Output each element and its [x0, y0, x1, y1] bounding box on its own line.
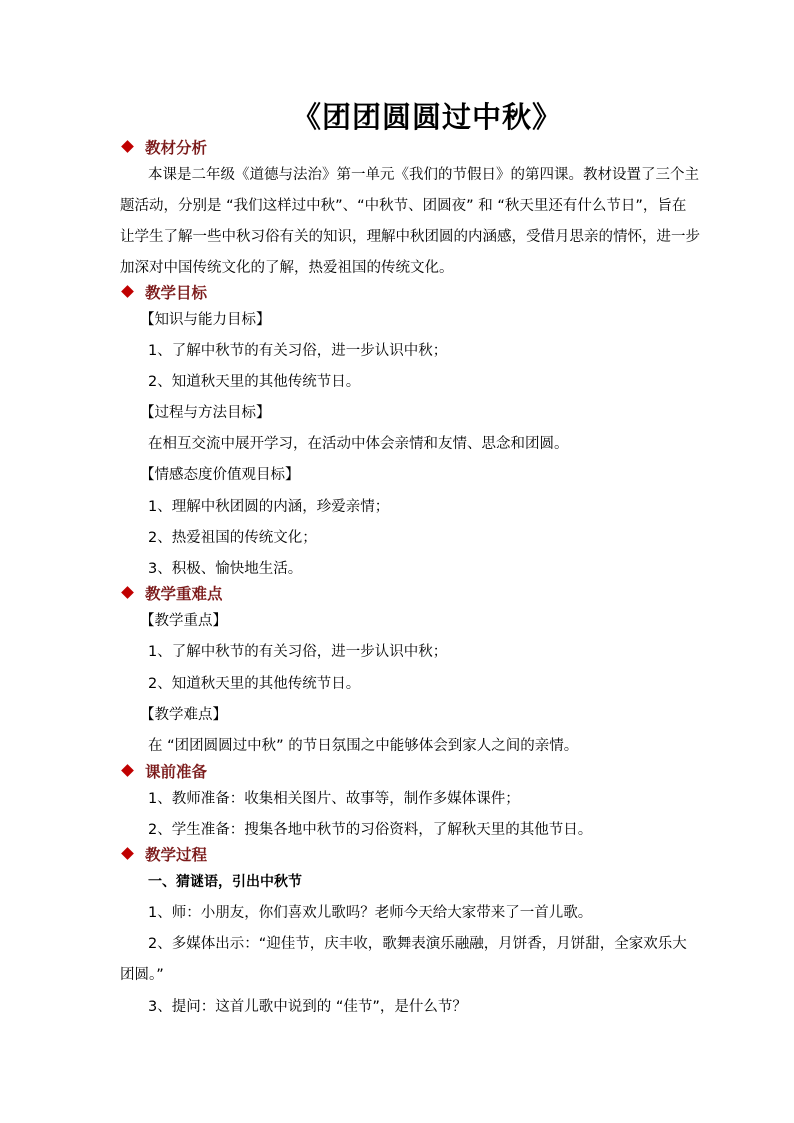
analysis-line-2: 题活动，分别是 “我们这样过中秋”、“中秋节、团圆夜” 和 “秋天里还有什么节日”，旨在: [120, 198, 687, 214]
analysis-line-4: 加深对中国传统文化的了解，热爱祖国的传统文化。: [120, 260, 454, 276]
process-step-2a: 2、多媒体出示：“迎佳节，庆丰收，歌舞表演乐融融，月饼香，月饼甜，全家欢乐大: [148, 936, 687, 952]
diamond-bullet-icon: [121, 847, 134, 860]
page-title: 《团团圆圆过中秋》: [291, 100, 562, 134]
section-heading-preparation: [120, 761, 207, 783]
diamond-bullet-icon: [121, 586, 134, 599]
section-heading-label: 教材分析: [145, 138, 208, 157]
section-heading-label: 教学目标: [145, 283, 208, 302]
key-label: 【教学重点】: [140, 613, 227, 629]
process-label: 【过程与方法目标】: [140, 405, 271, 421]
emotion-item-1: 1、理解中秋团圆的内涵，珍爱亲情；: [148, 499, 390, 515]
knowledge-item-2: 2、知道秋天里的其他传统节日。: [148, 374, 361, 390]
analysis-line-1: 本课是二年级《道德与法治》第一单元《我们的节假日》的第四课。教材设置了三个主: [148, 167, 699, 183]
process-step-2b: 团圆。”: [120, 967, 164, 983]
diamond-bullet-icon: [121, 285, 134, 298]
process-item-1: 在相互交流中展开学习，在活动中体会亲情和友情、思念和团圆。: [148, 436, 569, 452]
key-item-1: 1、了解中秋节的有关习俗，进一步认识中秋；: [148, 644, 448, 660]
preparation-teacher: 1、教师准备：收集相关图片、故事等，制作多媒体课件；: [148, 791, 520, 807]
diamond-bullet-icon: [121, 140, 134, 153]
emotion-item-3: 3、积极、愉快地生活。: [148, 561, 303, 577]
emotion-label: 【情感态度价值观目标】: [140, 467, 300, 483]
preparation-student: 2、学生准备：搜集各地中秋节的习俗资料，了解秋天里的其他节日。: [148, 822, 593, 838]
process-step-1: 1、师：小朋友，你们喜欢儿歌吗？老师今天给大家带来了一首儿歌。: [148, 905, 593, 921]
process-step-3: 3、提问：这首儿歌中说到的 “佳节”，是什么节？: [148, 999, 467, 1015]
section-heading-label: 教学重难点: [145, 584, 223, 603]
difficult-label: 【教学难点】: [140, 707, 227, 723]
diamond-bullet-icon: [121, 764, 134, 777]
section-heading-label: 课前准备: [145, 762, 208, 781]
emotion-item-2: 2、热爱祖国的传统文化；: [148, 530, 317, 546]
section-heading-objectives: [120, 282, 207, 304]
key-item-2: 2、知道秋天里的其他传统节日。: [148, 676, 361, 692]
section-heading-keypoints: [120, 583, 223, 605]
section-heading-process: [120, 844, 207, 866]
knowledge-item-1: 1、了解中秋节的有关习俗，进一步认识中秋；: [148, 343, 448, 359]
section-heading-label: 教学过程: [145, 845, 208, 864]
process-step-title: 一、猜谜语，引出中秋节: [148, 874, 302, 890]
section-heading-analysis: [120, 137, 207, 159]
difficult-item-1: 在 “团团圆圆过中秋” 的节日氛围之中能够体会到家人之间的亲情。: [148, 738, 579, 754]
analysis-line-3: 让学生了解一些中秋习俗有关的知识，理解中秋团圆的内涵感，受借月思亲的情怀，进一步: [120, 229, 700, 245]
knowledge-label: 【知识与能力目标】: [140, 312, 271, 328]
